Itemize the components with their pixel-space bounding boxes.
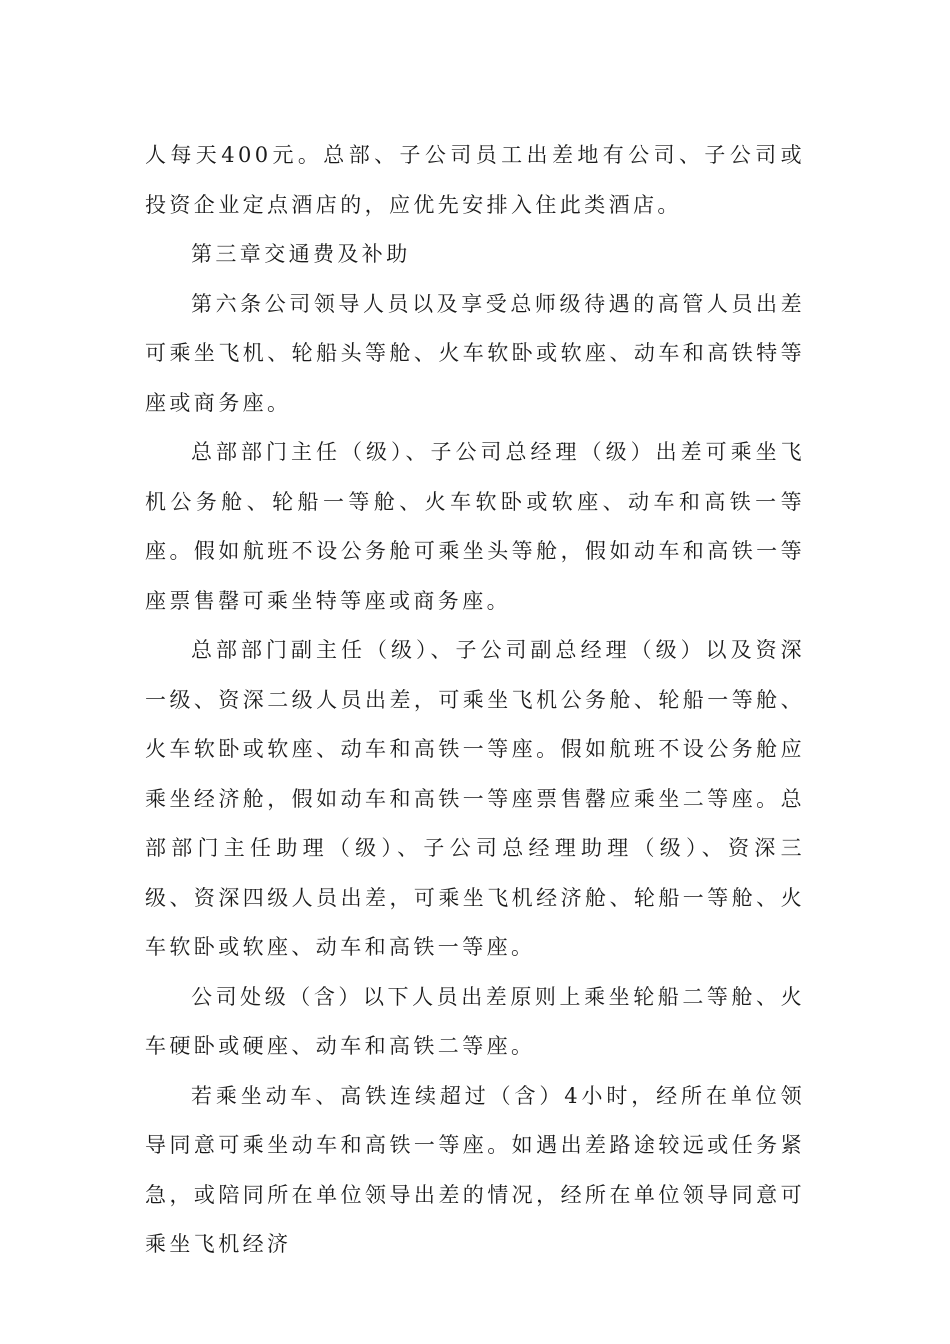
paragraph-article-6: 第六条公司领导人员以及享受总师级待遇的高管人员出差可乘坐飞机、轮船头等舱、火车软卧或软座、动车和高铁特等座或商务座。 [145, 291, 805, 415]
document-page [145, 131, 805, 1270]
chapter-heading: 第三章交通费及补助 [191, 242, 411, 266]
paragraph-department-director: 总部部门主任（级）、子公司总经理（级）出差可乘坐飞机公务舱、轮船一等舱、火车软卧或软座、动车和高铁一等座。假如航班不设公务舱可乘坐头等舱，假如动车和高铁一等座票售罄可乘坐特等座或商务座。 [145, 440, 805, 613]
paragraph-deputy-director: 总部部门副主任（级）、子公司副总经理（级）以及资深一级、资深二级人员出差，可乘坐飞机公务舱、轮船一等舱、火车软卧或软座、动车和高铁一等座。假如航班不设公务舱应乘坐经济舱，假如动车和高铁一等座票售罄应乘坐二等座。总部部门主任助理（级）、子公司总经理助理（级）、资深三级、资深四级人员出差，可乘坐飞机经济舱、轮船一等舱、火车软卧或软座、动车和高铁一等座。 [145, 638, 805, 959]
paragraph-long-trip: 若乘坐动车、高铁连续超过（含）4小时，经所在单位领导同意可乘坐动车和高铁一等座。如遇出差路途较远或任务紧急，或陪同所在单位领导出差的情况，经所在单位领导同意可乘坐飞机经济 [145, 1083, 805, 1256]
paragraph-section-level: 公司处级（含）以下人员出差原则上乘坐轮船二等舱、火车硬卧或硬座、动车和高铁二等座。 [145, 984, 805, 1058]
paragraph-hotel-policy: 人每天400元。总部、子公司员工出差地有公司、子公司或投资企业定点酒店的，应优先安排入住此类酒店。 [145, 143, 805, 217]
